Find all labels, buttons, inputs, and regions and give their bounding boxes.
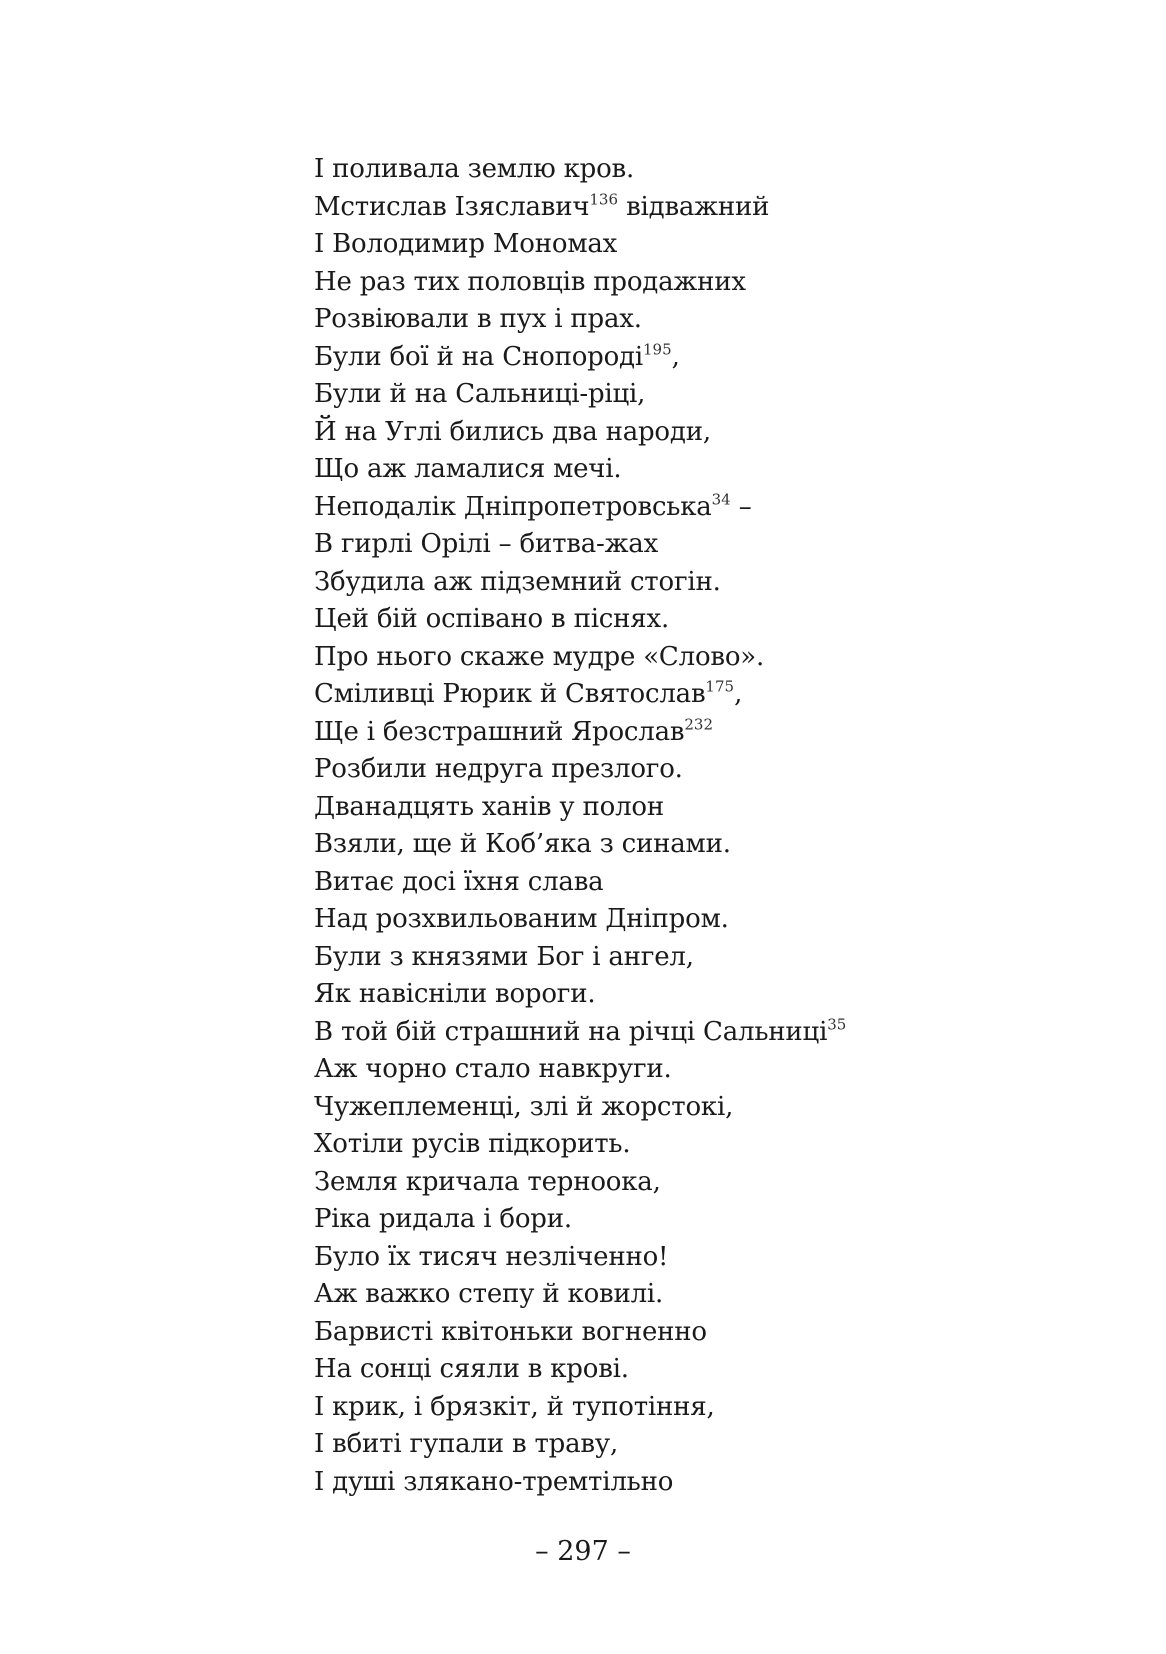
poem-line — [314, 189, 1074, 227]
poem-line-text: І крик, і брязкіт, й тупотіння, — [314, 1391, 715, 1422]
poem-line — [314, 1014, 1074, 1052]
poem-line-text: Чужеплеменці, злі й жорстокі, — [314, 1091, 734, 1122]
poem-line-text: Були бої й на Снопороді — [314, 341, 643, 372]
poem-line-text: Ріка ридала і бори. — [314, 1204, 572, 1234]
poem-line-text: Дванадцять ханів у полон — [314, 791, 664, 822]
poem-line-text: Земля кричала терноока, — [314, 1166, 661, 1197]
poem-line-text: Аж чорно стало навкруги. — [314, 1054, 672, 1084]
poem-line-text: І поливала землю кров. — [314, 154, 635, 184]
poem-line — [314, 1426, 1074, 1464]
poem-line — [314, 414, 1074, 452]
poem-line — [314, 151, 1074, 189]
poem-line — [314, 451, 1074, 489]
poem-line — [314, 1201, 1074, 1239]
poem-line — [314, 489, 1074, 527]
poem-line-text: Аж важко степу й ковилі. — [314, 1279, 664, 1309]
poem-line — [314, 376, 1074, 414]
poem-line — [314, 226, 1074, 264]
poem-line — [314, 339, 1074, 377]
poem-line — [314, 1464, 1074, 1502]
poem-line-text: Розвіювали в пух і прах. — [314, 304, 642, 334]
poem-line-text: Мстислав Ізяславич — [314, 191, 590, 222]
poem-line — [314, 1126, 1074, 1164]
poem-line-text: І Володимир Мономах — [314, 229, 618, 259]
poem-line-text: Що аж ламалися мечі. — [314, 454, 622, 484]
poem-line-tail: відважний — [618, 191, 770, 222]
poem-line — [314, 301, 1074, 339]
poem-line — [314, 1276, 1074, 1314]
footnote-marker: 195 — [642, 340, 672, 358]
footnote-marker: 232 — [684, 715, 713, 733]
footnote-marker: 136 — [589, 190, 619, 208]
poem-line — [314, 639, 1074, 677]
poem-line-text: В той бій страшний на річці Сальниці — [314, 1016, 828, 1047]
poem-line — [314, 976, 1074, 1014]
poem-line — [314, 1089, 1074, 1127]
poem-line — [314, 264, 1074, 302]
poem-line-text: Взяли, ще й Коб’яка з синами. — [314, 829, 731, 859]
poem-line-text: І вбиті гупали в траву, — [314, 1429, 619, 1459]
poem-line-text: Цей бій оспівано в піснях. — [314, 604, 670, 634]
poem-line-text: Хотіли русів підкорить. — [314, 1129, 631, 1159]
poem-line — [314, 564, 1074, 602]
poem-line — [314, 939, 1074, 977]
poem-line — [314, 526, 1074, 564]
poem-line-tail: , — [671, 341, 680, 372]
poem-line — [314, 864, 1074, 902]
poem-line-text: Сміливці Рюрик й Святослав — [314, 679, 706, 709]
poem-line-text: На сонці сяяли в крові. — [314, 1354, 629, 1384]
poem-line — [314, 751, 1074, 789]
poem-line-text: Ще і безстрашний Ярослав — [314, 716, 685, 747]
poem-line-text: Були з князями Бог і ангел, — [314, 941, 694, 972]
poem-line-tail: , — [734, 679, 743, 709]
poem-line — [314, 714, 1074, 752]
poem-line-text: Було їх тисяч незліченно! — [314, 1241, 669, 1272]
poem-line-tail: – — [730, 491, 752, 522]
poem-line-text: Були й на Сальниці-ріці, — [314, 379, 646, 409]
page-number: – 297 – — [535, 1536, 631, 1567]
poem-line — [314, 1389, 1074, 1427]
poem-line — [314, 1239, 1074, 1277]
poem-line — [314, 1051, 1074, 1089]
footnote-marker: 34 — [711, 490, 731, 508]
poem-line-text: Про нього скаже мудре «Слово». — [314, 641, 765, 672]
poem-text — [314, 151, 1074, 1501]
poem-line — [314, 901, 1074, 939]
poem-line-text: Збудила аж підземний стогін. — [314, 566, 721, 597]
poem-line — [314, 676, 1074, 714]
poem-line-text: Барвисті квітоньки вогненно — [314, 1316, 707, 1347]
poem-line-text: Неподалік Дніпропетровська — [314, 491, 712, 522]
poem-line-text: В гирлі Орілі – битва-жах — [314, 529, 659, 559]
poem-line — [314, 789, 1074, 827]
poem-line — [314, 1164, 1074, 1202]
footnote-marker: 35 — [827, 1015, 847, 1033]
poem-line-text: Розбили недруга презлого. — [314, 754, 683, 784]
poem-line — [314, 1314, 1074, 1352]
poem-line-text: Над розхвильованим Дніпром. — [314, 904, 729, 934]
poem-line-text: Й на Углі бились два народи, — [314, 416, 711, 447]
poem-line-text: Не раз тих половців продажних — [314, 266, 746, 297]
poem-line-text: І душі злякано-тремтільно — [314, 1466, 674, 1497]
poem-line — [314, 601, 1074, 639]
poem-line-text: Витає досі їхня слава — [314, 866, 604, 897]
poem-line — [314, 1351, 1074, 1389]
poem-line-text: Як навісніли вороги. — [314, 979, 596, 1009]
footnote-marker: 175 — [705, 677, 735, 696]
poem-line — [314, 826, 1074, 864]
